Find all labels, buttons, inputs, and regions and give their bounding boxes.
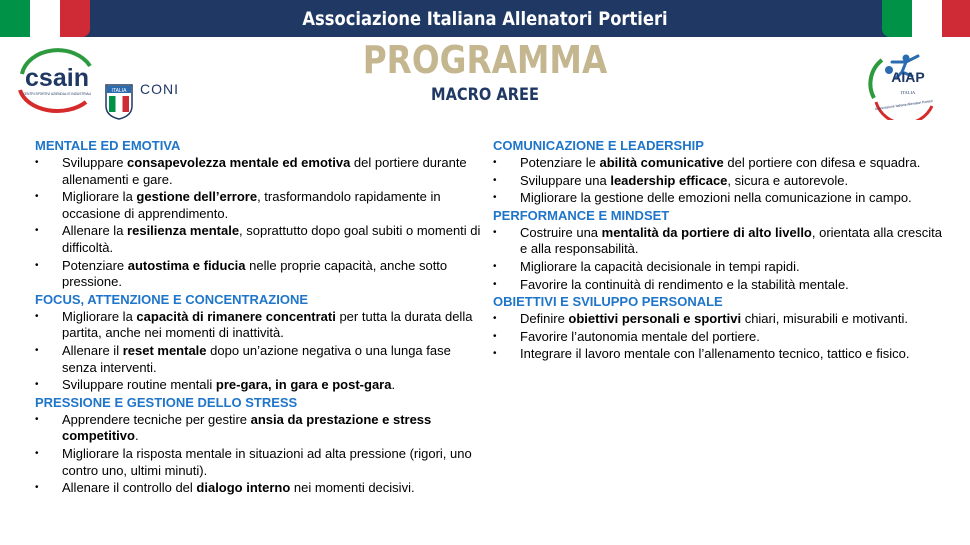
item-text: nelle proprie capacità, anche sotto pressione.	[62, 257, 448, 290]
bullet-icon: •	[35, 259, 39, 271]
item-text: .	[134, 428, 139, 444]
italia-label: ITALIA	[111, 88, 127, 94]
section	[35, 138, 485, 291]
item-text: Allenare il	[62, 342, 123, 358]
association-title: Associazione Italiana Allenatori Portieri	[302, 8, 668, 30]
bullet-icon: •	[35, 157, 39, 168]
bold-text: obiettivi personali e sportivi	[568, 311, 742, 327]
section-title: OBIETTIVI E SVILUPPO PERSONALE	[493, 294, 723, 310]
program-title: PROGRAMMA	[362, 38, 608, 82]
list-item	[35, 189, 485, 222]
bullet-list	[35, 309, 485, 394]
section-title: PERFORMANCE E MINDSET	[493, 207, 670, 223]
bullet-icon: •	[35, 191, 39, 203]
item-text: , trasformandolo rapidamente in occasione di apprendimento.	[62, 189, 441, 221]
list-item	[35, 480, 485, 497]
list-item	[493, 311, 943, 328]
list-item	[493, 190, 943, 207]
list-item	[493, 329, 943, 346]
bullet-list	[35, 155, 485, 291]
bold-text: mentalità da portiere di alto livello	[601, 224, 812, 240]
coni-shield-icon	[105, 84, 133, 120]
bold-text: reset mentale	[122, 342, 207, 358]
section	[35, 395, 485, 497]
bullet-icon: •	[35, 344, 39, 356]
item-text: Migliorare la risposta mentale in situazioni ad alta pressione (rigori, uno contro uno, ultimi minuti).	[62, 445, 472, 478]
item-text: del portiere durante allenamenti e gare.	[62, 155, 467, 187]
section	[493, 208, 943, 293]
aiap-caption: Associazione Italiana Allenatori Portieri	[874, 98, 934, 112]
bold-text: consapevolezza mentale ed emotiva	[127, 155, 351, 170]
bold-text: resilienza mentale	[127, 223, 240, 239]
item-text: nei momenti decisivi.	[290, 480, 415, 496]
item-text: Apprendere tecniche per gestire	[62, 411, 251, 427]
bold-text: dialogo interno	[196, 480, 291, 496]
right-column	[493, 138, 943, 364]
list-item	[35, 223, 485, 256]
bold-text: capacità di rimanere concentrati	[136, 308, 336, 324]
bullet-icon: •	[493, 313, 497, 325]
item-text: Sviluppare	[62, 155, 128, 170]
section-title: COMUNICAZIONE E LEADERSHIP	[493, 138, 704, 153]
item-text: , soprattutto dopo goal subiti o momenti di difficoltà.	[62, 223, 481, 255]
csain-logo-text: csain	[25, 64, 89, 92]
bold-text: abilità comunicative	[599, 155, 724, 170]
item-text: , orientata alla crescita e alla responsabilità.	[520, 224, 942, 257]
bullet-icon: •	[493, 192, 497, 204]
item-text: , sicura e autorevole.	[727, 172, 849, 188]
bullet-icon: •	[493, 174, 497, 186]
bullet-icon: •	[35, 379, 39, 391]
item-text: Potenziare	[62, 257, 128, 273]
item-text: Sviluppare routine mentali	[62, 377, 216, 393]
list-item	[493, 259, 943, 276]
item-text: Potenziare le	[520, 155, 600, 170]
list-item	[35, 343, 485, 376]
list-item	[493, 155, 943, 172]
bold-text: leadership efficace	[610, 172, 728, 188]
bold-text: gestione dell’errore	[136, 189, 258, 205]
list-item	[35, 309, 485, 342]
item-text: Allenare il controllo del	[62, 480, 197, 496]
bullet-icon: •	[35, 413, 39, 425]
item-text: chiari, misurabili e motivanti.	[741, 311, 908, 327]
left-column	[35, 138, 485, 498]
aiap-italia-label: ITALIA	[900, 90, 916, 95]
item-text: Sviluppare una	[520, 172, 611, 188]
csain-caption: CENTRI SPORTIVI AZIENDALI E INDUSTRIALI	[22, 92, 92, 96]
item-text: del portiere con difesa e squadra.	[723, 155, 921, 170]
item-text: Migliorare la	[62, 189, 137, 205]
bullet-icon: •	[493, 278, 497, 290]
section	[35, 292, 485, 394]
bullet-icon: •	[35, 310, 39, 322]
bullet-icon: •	[493, 260, 497, 272]
item-text: Integrare il lavoro mentale con l’allenamento tecnico, tattico e fisico.	[520, 346, 910, 362]
bold-text: autostima e fiducia	[127, 257, 246, 273]
list-item	[35, 258, 485, 291]
bullet-icon: •	[35, 225, 39, 237]
list-item	[493, 173, 943, 190]
item-text: .	[391, 377, 396, 393]
csain-logo	[12, 44, 102, 114]
aiap-logo-text: AIAP	[891, 69, 925, 85]
bullet-list	[493, 225, 943, 293]
program-subtitle: MACRO AREE	[431, 85, 539, 105]
list-item	[493, 346, 943, 363]
item-text: Allenare la	[62, 223, 128, 239]
item-text: Migliorare la gestione delle emozioni nella comunicazione in campo.	[520, 190, 912, 206]
bullet-list	[35, 412, 485, 497]
bullet-icon: •	[35, 482, 39, 494]
item-text: Costruire una	[520, 224, 602, 240]
bold-text: pre-gara, in gara e post-gara	[215, 377, 392, 393]
bullet-icon: •	[493, 330, 497, 342]
bullet-icon: •	[493, 348, 497, 360]
list-item	[493, 225, 943, 258]
bullet-icon: •	[493, 157, 497, 168]
item-text: Migliorare la	[62, 308, 137, 324]
list-item	[493, 277, 943, 294]
item-text: Favorire l’autonomia mentale del portiere.	[520, 328, 760, 344]
bullet-list	[493, 311, 943, 363]
section-title: MENTALE ED EMOTIVA	[35, 138, 181, 153]
list-item	[35, 446, 485, 479]
list-item	[35, 155, 485, 188]
section-title: FOCUS, ATTENZIONE E CONCENTRAZIONE	[35, 291, 308, 307]
section	[493, 294, 943, 363]
section	[493, 138, 943, 207]
list-item	[35, 377, 485, 394]
aiap-logo	[862, 48, 942, 120]
item-text: Favorire la continuità di rendimento e la stabilità mentale.	[520, 276, 849, 292]
list-item	[35, 412, 485, 445]
item-text: Definire	[520, 311, 569, 327]
item-text: dopo un’azione negativa o una lunga fase senza interventi.	[62, 342, 451, 375]
section-title: PRESSIONE E GESTIONE DELLO STRESS	[35, 394, 298, 410]
bullet-icon: •	[493, 226, 497, 238]
bullet-icon: •	[35, 447, 39, 459]
bold-text: ansia da prestazione e stress competitivo	[62, 411, 432, 444]
coni-label: CONI	[140, 81, 179, 97]
item-text: per tutta la durata della partita, anche nei momenti di inattività.	[62, 308, 473, 341]
item-text: Migliorare la capacità decisionale in tempi rapidi.	[520, 258, 800, 274]
bullet-list	[493, 155, 943, 207]
